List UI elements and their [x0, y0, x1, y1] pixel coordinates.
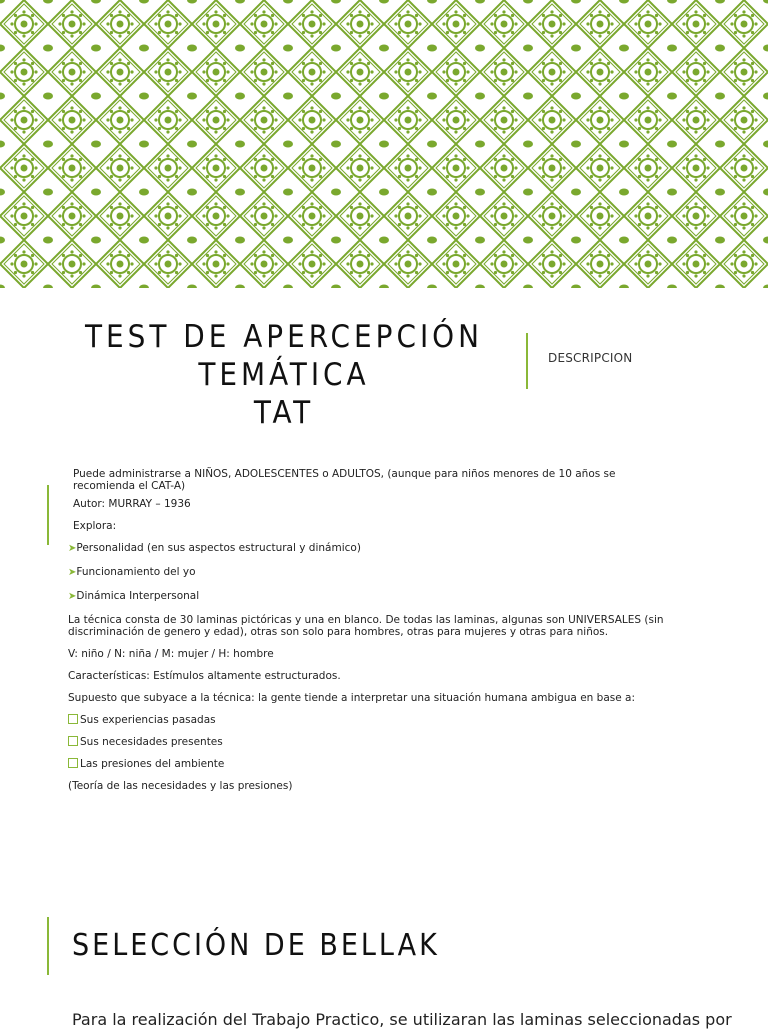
square-bullet-icon	[68, 736, 78, 746]
list-item: Las presiones del ambiente	[68, 758, 678, 770]
theory-text: (Teoría de las necesidades y las presiones)	[68, 780, 293, 792]
intro-text: Puede administrarse a NIÑOS, ADOLESCENTES o ADULTOS, (aunque para niños menores de 10 años se recomienda el CAT-A)	[73, 468, 616, 492]
list-item: ➤Dinámica Interpersonal	[68, 590, 200, 602]
square-bullet-icon	[68, 714, 78, 724]
assumption-text: Supuesto que subyace a la técnica: la gente tiende a interpretar una situación humana ambigua en base a:	[68, 692, 635, 704]
arrow-bullet-icon: ➤	[68, 567, 77, 578]
codes-text: V: niño / N: niña / M: mujer / H: hombre	[68, 648, 274, 660]
list-item: ➤Personalidad (en sus aspectos estructural y dinámico)	[68, 542, 361, 554]
technique-text: La técnica consta de 30 laminas pictóricas y una en blanco. De todas las laminas, algunas son UNIVERSALES (sin discriminación de genero y edad), otras son solo para hombres, otras para mujeres y otras para niños.	[68, 614, 664, 638]
arrow-bullet-icon: ➤	[68, 543, 77, 554]
list-item: Sus experiencias pasadas	[68, 714, 678, 726]
accent-bar	[47, 485, 49, 545]
square-bullet-icon	[68, 758, 78, 768]
section-text: Para la realización del Trabajo Practico, se utilizaran las laminas seleccionadas por	[72, 1010, 732, 1029]
title-line-1: TEST DE APERCEPCIÓN TEMÁTICA	[85, 319, 483, 393]
list-item: ➤Funcionamiento del yo	[68, 566, 196, 578]
slide-title	[40, 318, 528, 432]
description-label: DESCRIPCION	[548, 351, 633, 365]
section-accent-bar	[47, 917, 49, 975]
description-body	[68, 468, 678, 792]
divider-bar	[526, 333, 528, 389]
characteristics-text: Características: Estímulos altamente estructurados.	[68, 670, 341, 682]
list-item: Sus necesidades presentes	[68, 736, 678, 748]
section-title: SELECCIÓN DE BELLAK	[72, 928, 440, 963]
title-line-2: TAT	[253, 395, 315, 431]
explora-label: Explora:	[73, 520, 117, 532]
author-text: Autor: MURRAY – 1936	[73, 498, 191, 510]
decorative-pattern	[0, 0, 768, 288]
pattern-banner	[0, 0, 768, 288]
arrow-bullet-icon: ➤	[68, 591, 77, 602]
